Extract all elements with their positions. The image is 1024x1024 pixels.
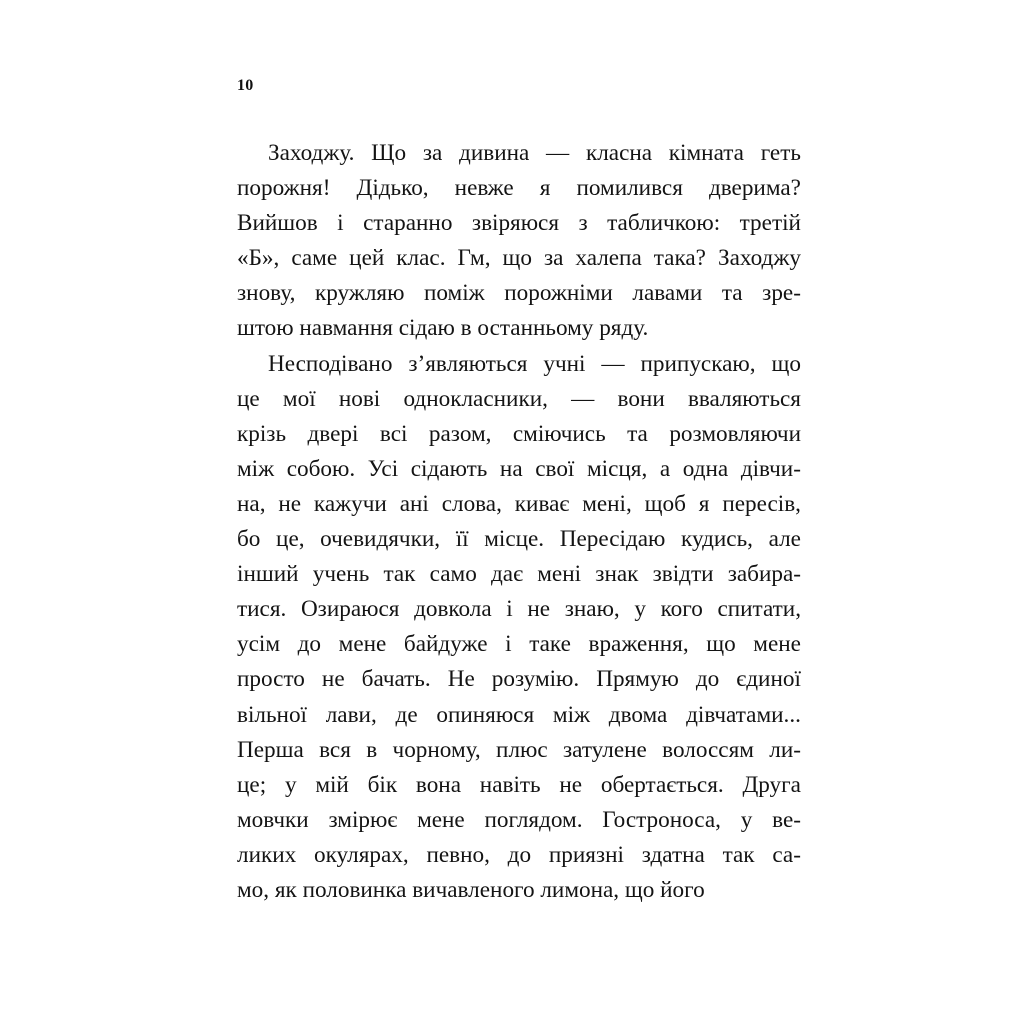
word: лави, bbox=[325, 701, 377, 728]
word: саме bbox=[291, 245, 338, 272]
word: це bbox=[237, 385, 260, 412]
word: опиняюся bbox=[436, 701, 535, 728]
word: так bbox=[383, 561, 416, 588]
text-line bbox=[237, 206, 801, 241]
word: сміючись bbox=[512, 420, 606, 447]
text-line bbox=[237, 417, 801, 452]
text-line bbox=[237, 592, 801, 627]
word: мене bbox=[753, 631, 801, 658]
word: до bbox=[297, 631, 322, 658]
word: між bbox=[237, 455, 275, 482]
word: я bbox=[539, 175, 551, 202]
text-line bbox=[237, 347, 801, 382]
word: навіть bbox=[479, 771, 541, 798]
word: кружляю bbox=[314, 280, 405, 307]
word: сідають bbox=[410, 455, 488, 482]
word: Гостроноса, bbox=[602, 806, 721, 833]
word: вона bbox=[415, 771, 462, 798]
text-line bbox=[237, 662, 801, 697]
text-line bbox=[237, 487, 801, 522]
word: довкола bbox=[414, 596, 492, 623]
word: так bbox=[722, 841, 755, 868]
word: нові bbox=[338, 385, 381, 412]
word: та bbox=[627, 420, 648, 447]
word: у bbox=[634, 596, 646, 623]
word: байдуже bbox=[403, 631, 488, 658]
word: дверима? bbox=[708, 175, 801, 202]
word: забира- bbox=[727, 561, 801, 588]
word: порожніми bbox=[504, 280, 613, 307]
text-line bbox=[237, 768, 801, 803]
word: табличкою: bbox=[607, 210, 721, 237]
word: таке bbox=[529, 631, 571, 658]
word: Заходжу. bbox=[268, 140, 355, 166]
word: знову, bbox=[237, 280, 296, 307]
word: мій bbox=[315, 771, 349, 798]
word: змірює bbox=[328, 806, 398, 833]
word: просто bbox=[237, 666, 305, 693]
word: Вийшов bbox=[237, 210, 318, 237]
word: третій bbox=[739, 210, 801, 237]
word: єдиної bbox=[736, 666, 801, 693]
word: клас. bbox=[396, 245, 446, 272]
word: щоб bbox=[644, 490, 686, 517]
word: Друга bbox=[742, 771, 801, 798]
word: поглядом. bbox=[484, 806, 583, 833]
word: тися. bbox=[237, 596, 287, 623]
word: і bbox=[337, 210, 344, 237]
word: на bbox=[499, 455, 523, 482]
paragraph-2 bbox=[237, 347, 801, 909]
word: розмовляючи bbox=[669, 420, 801, 447]
word: свої bbox=[535, 455, 575, 482]
word: дає bbox=[491, 561, 524, 588]
word: Усі bbox=[367, 455, 399, 482]
word: та bbox=[721, 280, 743, 307]
paragraph-1 bbox=[237, 136, 801, 347]
word: приязні bbox=[548, 841, 624, 868]
word: двері bbox=[307, 420, 359, 447]
word: ані bbox=[399, 490, 429, 517]
word: між bbox=[552, 701, 591, 728]
word: са- bbox=[772, 841, 801, 868]
word: двома bbox=[608, 701, 668, 728]
text-line bbox=[237, 838, 801, 873]
word: класна bbox=[585, 140, 653, 166]
word: що bbox=[706, 631, 736, 658]
word: окулярах, bbox=[314, 841, 409, 868]
word: Несподівано bbox=[268, 350, 393, 377]
word: звіряюся bbox=[471, 210, 559, 237]
word: вся bbox=[319, 736, 351, 763]
word: мене bbox=[338, 631, 387, 658]
text-line bbox=[237, 803, 801, 838]
word: дивина bbox=[459, 140, 530, 166]
word: собою. bbox=[286, 455, 356, 482]
word: вільної bbox=[237, 701, 307, 728]
text-line bbox=[237, 522, 801, 557]
word: одна bbox=[682, 455, 729, 482]
word: обертається. bbox=[600, 771, 724, 798]
word: учні bbox=[543, 350, 586, 377]
word: зре- bbox=[762, 280, 801, 307]
word: я bbox=[698, 490, 710, 517]
word: інший bbox=[237, 561, 299, 588]
word: місця, bbox=[586, 455, 648, 482]
word: але bbox=[768, 526, 801, 553]
word: невже bbox=[454, 175, 514, 202]
word: де bbox=[395, 701, 418, 728]
word: «Б», bbox=[237, 245, 280, 272]
word: здатна bbox=[641, 841, 705, 868]
word: халепа bbox=[575, 245, 642, 272]
word: ве- bbox=[772, 806, 801, 833]
word: однокласники, bbox=[403, 385, 548, 412]
word: старанно bbox=[363, 210, 453, 237]
word: геть bbox=[760, 140, 801, 166]
word: припускаю, bbox=[640, 350, 756, 377]
word: ли- bbox=[769, 736, 801, 763]
word: мої bbox=[282, 385, 316, 412]
word: само bbox=[429, 561, 477, 588]
word: дівчатами... bbox=[686, 701, 801, 728]
word: за bbox=[422, 140, 443, 166]
word: місце. bbox=[484, 526, 545, 553]
word: учень bbox=[312, 561, 370, 588]
word: слова, bbox=[441, 490, 502, 517]
word: Прямую bbox=[596, 666, 679, 693]
text-line bbox=[237, 557, 801, 592]
word: не bbox=[278, 490, 302, 517]
word: волоссям bbox=[662, 736, 754, 763]
word: помилився bbox=[576, 175, 683, 202]
word: пересів, bbox=[722, 490, 801, 517]
word: у bbox=[284, 771, 297, 798]
page-number: 10 bbox=[237, 77, 254, 94]
text-line bbox=[237, 136, 801, 171]
word: це; bbox=[237, 771, 267, 798]
word: враження, bbox=[588, 631, 689, 658]
word: всі bbox=[379, 420, 408, 447]
word: кімната bbox=[668, 140, 744, 166]
word: а bbox=[659, 455, 671, 482]
word: вони bbox=[617, 385, 665, 412]
word: Що bbox=[371, 140, 407, 166]
word: Дідько, bbox=[356, 175, 429, 202]
word: що bbox=[502, 245, 532, 272]
word: Перша bbox=[237, 736, 304, 763]
body-text-block bbox=[237, 136, 801, 908]
word: кого bbox=[660, 596, 703, 623]
word: така? bbox=[653, 245, 706, 272]
word: що bbox=[771, 350, 801, 377]
word: Гм, bbox=[457, 245, 491, 272]
word: певно, bbox=[426, 841, 490, 868]
word: Заходжу bbox=[717, 245, 801, 272]
word: на, bbox=[237, 490, 266, 517]
word: ликих bbox=[237, 841, 297, 868]
word: Озираюся bbox=[300, 596, 400, 623]
word: Пересідаю bbox=[559, 526, 666, 553]
word: з’являються bbox=[408, 350, 528, 377]
text-line bbox=[237, 733, 801, 768]
word: дівчи- bbox=[740, 455, 801, 482]
word: плюс bbox=[496, 736, 548, 763]
word: за bbox=[543, 245, 564, 272]
word: — bbox=[571, 385, 595, 412]
word: затулене bbox=[563, 736, 647, 763]
word: бік bbox=[367, 771, 398, 798]
word: не bbox=[321, 666, 345, 693]
word: мене bbox=[417, 806, 465, 833]
word: лавами bbox=[632, 280, 703, 307]
word: очевидячки, bbox=[320, 526, 441, 553]
text-line bbox=[237, 382, 801, 417]
word: мовчки bbox=[237, 806, 309, 833]
word: цей bbox=[349, 245, 385, 272]
word: і bbox=[506, 596, 513, 623]
word: крізь bbox=[237, 420, 287, 447]
word: її bbox=[455, 526, 469, 553]
word: бо bbox=[237, 526, 261, 553]
word: вваляються bbox=[687, 385, 801, 412]
word: мені bbox=[537, 561, 582, 588]
word: знак bbox=[595, 561, 639, 588]
word: усім bbox=[237, 631, 281, 658]
word: Не bbox=[447, 666, 475, 693]
word: — bbox=[546, 140, 570, 166]
word: разом, bbox=[428, 420, 492, 447]
text-line: штою навмання сідаю в останньому ряду. bbox=[237, 315, 649, 342]
word: розумію. bbox=[491, 666, 580, 693]
word: чорному, bbox=[392, 736, 481, 763]
word: звідти bbox=[652, 561, 714, 588]
word: знаю, bbox=[564, 596, 620, 623]
word: і bbox=[505, 631, 512, 658]
word: до bbox=[507, 841, 532, 868]
word: поміж bbox=[423, 280, 485, 307]
word: кажучи bbox=[313, 490, 387, 517]
word: — bbox=[601, 350, 625, 377]
text-line bbox=[237, 627, 801, 662]
text-line bbox=[237, 452, 801, 487]
word: киває bbox=[514, 490, 570, 517]
word: порожня! bbox=[237, 175, 331, 202]
word: в bbox=[366, 736, 378, 763]
word: бачать. bbox=[361, 666, 431, 693]
word: до bbox=[695, 666, 720, 693]
word: не bbox=[559, 771, 583, 798]
word: спитати, bbox=[717, 596, 801, 623]
word: це, bbox=[276, 526, 305, 553]
text-line: мо, як половинка вичавленого лимона, що його bbox=[237, 876, 705, 903]
word: не bbox=[527, 596, 551, 623]
word: у bbox=[740, 806, 753, 833]
text-line bbox=[237, 171, 801, 206]
word: мені, bbox=[582, 490, 632, 517]
text-line bbox=[237, 698, 801, 733]
word: кудись, bbox=[681, 526, 753, 553]
word: з bbox=[578, 210, 588, 237]
text-line bbox=[237, 241, 801, 276]
text-line bbox=[237, 276, 801, 311]
